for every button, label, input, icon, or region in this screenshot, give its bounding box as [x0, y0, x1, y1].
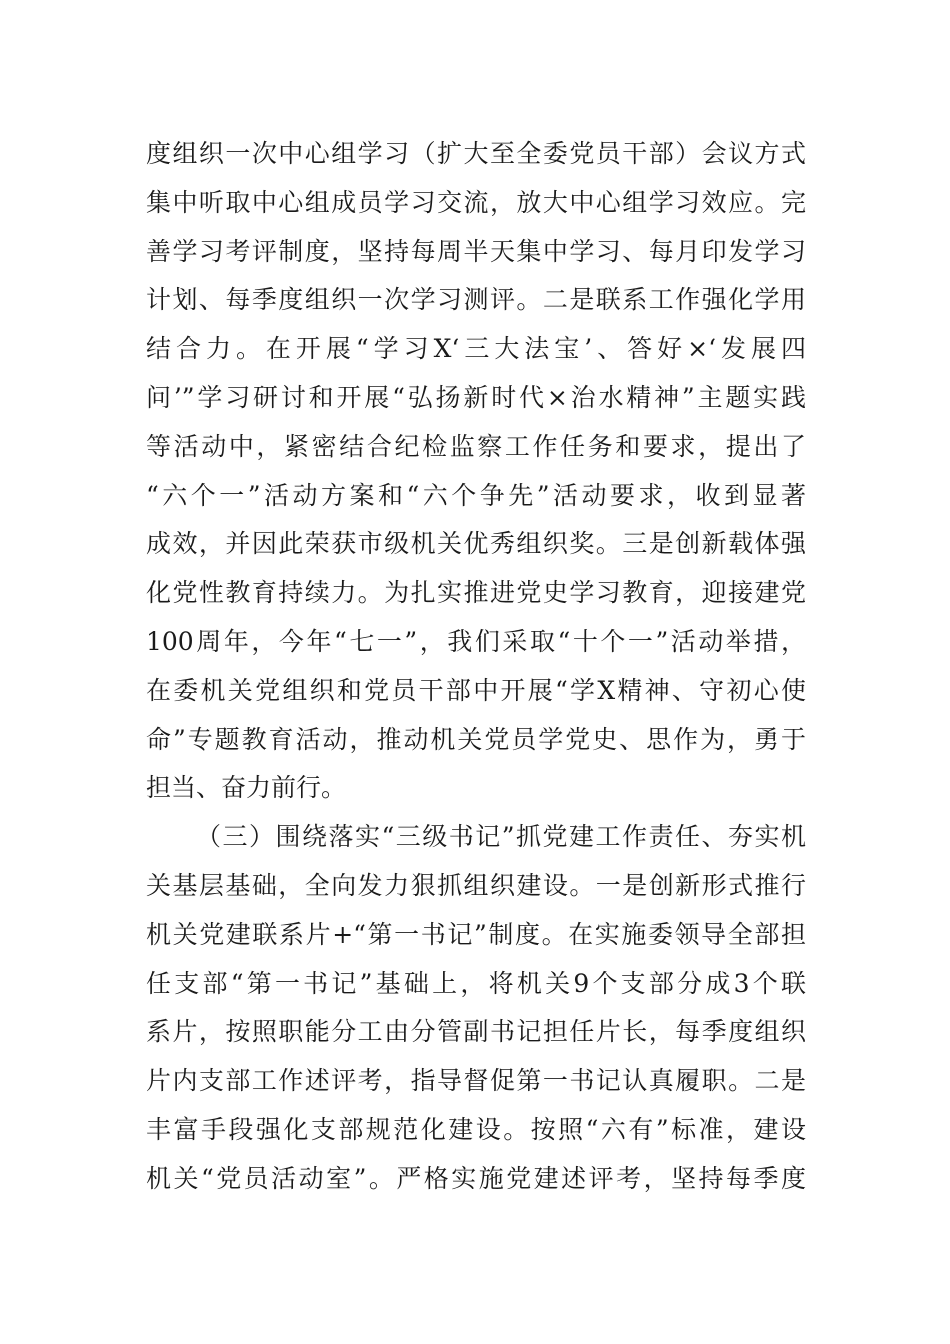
text-line: 善学习考评制度，坚持每周半天集中学习、每月印发学习 [146, 236, 806, 266]
section-heading-line: （三）围绕落实“三级书记”抓党建工作责任、夯实机 [196, 822, 806, 852]
text-line: 丰富手段强化支部规范化建设。按照“六有”标准，建设 [146, 1114, 806, 1144]
text-line: “六个一”活动方案和“六个争先”活动要求，收到显著 [146, 480, 806, 510]
paragraph-end-line: 担当、奋力前行。 [146, 773, 347, 803]
text-line: 任支部“第一书记”基础上，将机关9个支部分成3个联 [146, 968, 806, 998]
text-line: 在委机关党组织和党员干部中开展“学X精神、守初心使 [146, 675, 806, 705]
text-line: 100周年，今年“七一”，我们采取“十个一”活动举措， [146, 626, 806, 656]
text-line: 命”专题教育活动，推动机关党员学党史、思作为，勇于 [146, 724, 806, 754]
text-line: 机关党建联系片+“第一书记”制度。在实施委领导全部担 [146, 919, 806, 949]
text-line: 结合力。在开展“学习X‘三大法宝’、答好×‘发展四 [146, 334, 806, 364]
text-line: 系片，按照职能分工由分管副书记担任片长，每季度组织 [146, 1017, 806, 1047]
text-line: 关基层基础，全向发力狠抓组织建设。一是创新形式推行 [146, 870, 806, 900]
text-line: 片内支部工作述评考，指导督促第一书记认真履职。二是 [146, 1066, 806, 1096]
body-text [146, 130, 806, 1204]
text-line: 度组织一次中心组学习（扩大至全委党员干部）会议方式 [146, 139, 806, 168]
text-line: 机关“党员活动室”。严格实施党建述评考，坚持每季度 [146, 1163, 806, 1193]
text-line: 化党性教育持续力。为扎实推进党史学习教育，迎接建党 [146, 578, 806, 608]
text-line: 计划、每季度组织一次学习测评。二是联系工作强化学用 [146, 285, 806, 315]
text-line: 成效，并因此荣获市级机关优秀组织奖。三是创新载体强 [146, 529, 806, 559]
text-line: 问’”学习研讨和开展“弘扬新时代×治水精神”主题实践 [146, 382, 806, 412]
text-line: 集中听取中心组成员学习交流，放大中心组学习效应。完 [146, 187, 806, 217]
text-line: 等活动中，紧密结合纪检监察工作任务和要求，提出了 [146, 431, 806, 461]
